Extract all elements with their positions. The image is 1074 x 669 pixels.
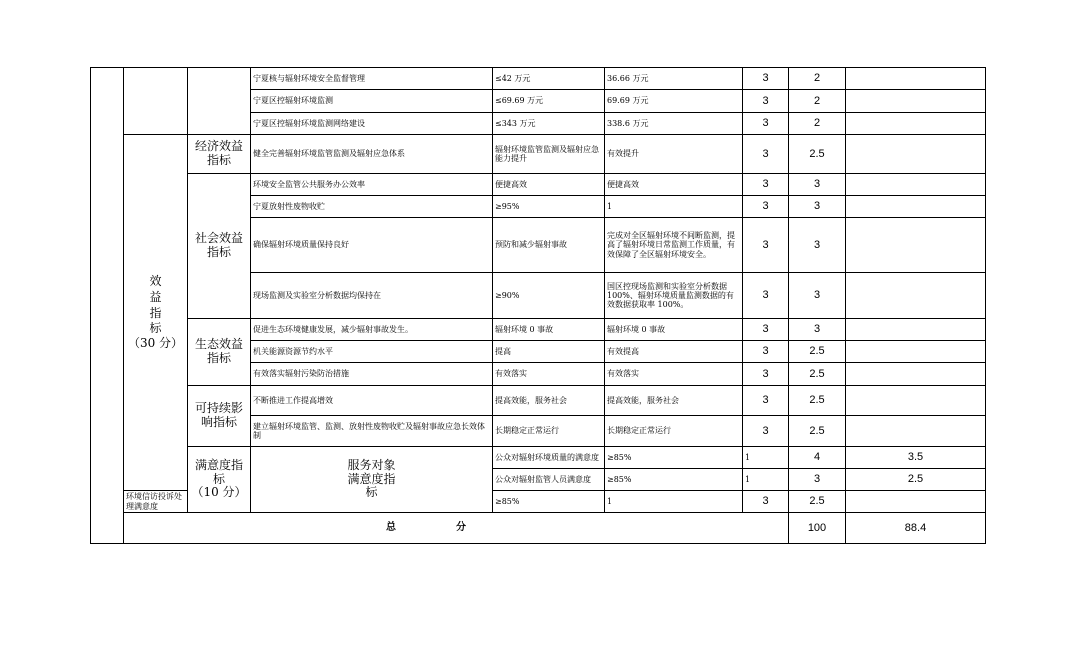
score-cell: 2.5	[789, 363, 846, 386]
actual-cell: 有效提高	[605, 341, 743, 363]
weight-cell: 3	[743, 196, 789, 218]
remark-cell	[846, 491, 986, 513]
target-cell: ≤69.69 万元	[493, 90, 605, 113]
score-cell: 2.5	[789, 341, 846, 363]
benefit-category-cell	[124, 135, 188, 491]
target-cell: ≥95%	[493, 196, 605, 218]
score-cell: 3.5	[846, 447, 986, 469]
actual-cell: 1	[605, 491, 743, 513]
weight-cell: 3	[743, 135, 789, 174]
satisfaction-category-cell	[188, 447, 251, 513]
weight-cell: 3	[743, 416, 789, 447]
remark-cell	[846, 68, 986, 90]
actual-cell: 便捷高效	[605, 174, 743, 196]
remark-cell	[846, 135, 986, 174]
target-cell: ≥90%	[493, 273, 605, 319]
indicator-cell: 宁夏放射性废物收贮	[251, 196, 493, 218]
actual-cell: 国区控现场监测和实验室分析数据 100%、辐射环境质量监测数据的有效数据获取率 100%。	[605, 273, 743, 319]
weight-cell: 3	[743, 341, 789, 363]
total-weight-cell: 100	[789, 513, 846, 544]
total-score-cell: 88.4	[846, 513, 986, 544]
score-cell: 2.5	[789, 135, 846, 174]
indicator-cell: 公众对辐射环境质量的满意度	[493, 447, 605, 469]
table-row	[91, 386, 986, 416]
actual-cell: 338.6 万元	[605, 113, 743, 135]
target-cell: 便捷高效	[493, 174, 605, 196]
weight-cell: 3	[743, 363, 789, 386]
score-cell: 3	[789, 218, 846, 273]
remark-cell	[846, 218, 986, 273]
score-cell: 2.5	[789, 416, 846, 447]
actual-cell: 69.69 万元	[605, 90, 743, 113]
weight-cell: 3	[743, 273, 789, 319]
actual-cell: 辐射环境 0 事故	[605, 319, 743, 341]
target-cell: 提高效能，服务社会	[493, 386, 605, 416]
target-cell: 辐射环境 0 事故	[493, 319, 605, 341]
weight-cell: 3	[743, 90, 789, 113]
target-cell: ≤343 万元	[493, 113, 605, 135]
table-row	[91, 447, 986, 469]
table-row	[91, 135, 986, 174]
score-cell: 2.5	[789, 491, 846, 513]
target-cell: 有效落实	[493, 363, 605, 386]
target-cell: ≥85%	[605, 447, 743, 469]
benefit-category-points: （30 分）	[127, 335, 184, 350]
actual-cell: 长期稳定正常运行	[605, 416, 743, 447]
score-cell: 3	[789, 196, 846, 218]
remark-cell	[846, 416, 986, 447]
score-cell: 3	[789, 174, 846, 196]
service-satisfaction-subcategory-cell	[251, 447, 493, 513]
target-cell: 长期稳定正常运行	[493, 416, 605, 447]
outer-category-cell	[91, 68, 124, 544]
score-cell: 2.5	[789, 386, 846, 416]
indicator-cell: 宁夏区控辐射环境监测	[251, 90, 493, 113]
target-cell: 预防和减少辐射事故	[493, 218, 605, 273]
social-subcategory-cell: 社会效益指标	[188, 174, 251, 319]
score-cell: 3	[789, 319, 846, 341]
category-cell-top	[124, 68, 188, 135]
indicator-cell: 现场监测及实验室分析数据均保持在	[251, 273, 493, 319]
weight-cell: 3	[789, 469, 846, 491]
weight-cell: 3	[743, 113, 789, 135]
score-cell: 2	[789, 68, 846, 90]
target-cell: 提高	[493, 341, 605, 363]
indicator-cell: 促进生态环境健康发展，减少辐射事故发生。	[251, 319, 493, 341]
indicator-cell: 不断推进工作提高增效	[251, 386, 493, 416]
indicator-cell: 建立辐射环境监管、监测、放射性废物收贮及辐射事故应急长效体制	[251, 416, 493, 447]
score-cell: 2	[789, 113, 846, 135]
table-row	[91, 68, 986, 90]
remark-cell	[846, 273, 986, 319]
actual-cell: 有效落实	[605, 363, 743, 386]
actual-cell: 有效提升	[605, 135, 743, 174]
sustainable-subcategory-cell: 可持续影响指标	[188, 386, 251, 447]
indicator-cell: 有效落实辐射污染防治措施	[251, 363, 493, 386]
actual-cell: 1	[743, 469, 789, 491]
table-row	[91, 174, 986, 196]
economic-subcategory-cell: 经济效益指标	[188, 135, 251, 174]
score-cell: 2.5	[846, 469, 986, 491]
satisfaction-category-points: （10 分）	[191, 485, 247, 500]
weight-cell: 3	[743, 319, 789, 341]
indicator-cell: 机关能源资源节约水平	[251, 341, 493, 363]
indicator-cell: 宁夏区控辐射环境监测网络建设	[251, 113, 493, 135]
weight-cell: 3	[743, 386, 789, 416]
indicator-cell: 健全完善辐射环境监管监测及辐射应急体系	[251, 135, 493, 174]
remark-cell	[846, 319, 986, 341]
weight-cell: 3	[743, 174, 789, 196]
remark-cell	[846, 90, 986, 113]
remark-cell	[846, 174, 986, 196]
remark-cell	[846, 363, 986, 386]
score-cell: 3	[789, 273, 846, 319]
indicator-cell: 宁夏核与辐射环境安全监督管理	[251, 68, 493, 90]
actual-cell: 提高效能，服务社会	[605, 386, 743, 416]
score-cell: 2	[789, 90, 846, 113]
target-cell: ≥85%	[605, 469, 743, 491]
indicator-cell: 公众对辐射监管人员满意度	[493, 469, 605, 491]
weight-cell: 3	[743, 491, 789, 513]
actual-cell: 1	[743, 447, 789, 469]
satisfaction-category-label: 满意度指标	[195, 457, 244, 486]
actual-cell: 36.66 万元	[605, 68, 743, 90]
remark-cell	[846, 341, 986, 363]
actual-cell: 1	[605, 196, 743, 218]
subcategory-cell-top	[188, 68, 251, 135]
total-row	[91, 513, 986, 544]
total-label: 总分	[124, 513, 789, 544]
remark-cell	[846, 386, 986, 416]
actual-cell: 完成对全区辐射环境不间断监测，提高了辐射环境日常监测工作质量，有效保障了全区辐射环境安全。	[605, 218, 743, 273]
weight-cell: 3	[743, 68, 789, 90]
ecological-subcategory-cell: 生态效益指标	[188, 319, 251, 386]
remark-cell	[846, 196, 986, 218]
target-cell: ≤42 万元	[493, 68, 605, 90]
indicator-cell: 确保辐射环境质量保持良好	[251, 218, 493, 273]
indicator-cell: 环境安全监管公共服务办公效率	[251, 174, 493, 196]
service-satisfaction-label: 服务对象满意度指标	[347, 457, 396, 500]
target-cell: 辐射环境监管监测及辐射应急能力提升	[493, 135, 605, 174]
remark-cell	[846, 113, 986, 135]
indicator-cell: 环境信访投诉处理满意度	[124, 491, 188, 513]
target-cell: ≥85%	[493, 491, 605, 513]
performance-table	[90, 67, 986, 544]
weight-cell: 4	[789, 447, 846, 469]
table-row	[91, 319, 986, 341]
weight-cell: 3	[743, 218, 789, 273]
benefit-category-label: 效益指标	[149, 274, 162, 336]
